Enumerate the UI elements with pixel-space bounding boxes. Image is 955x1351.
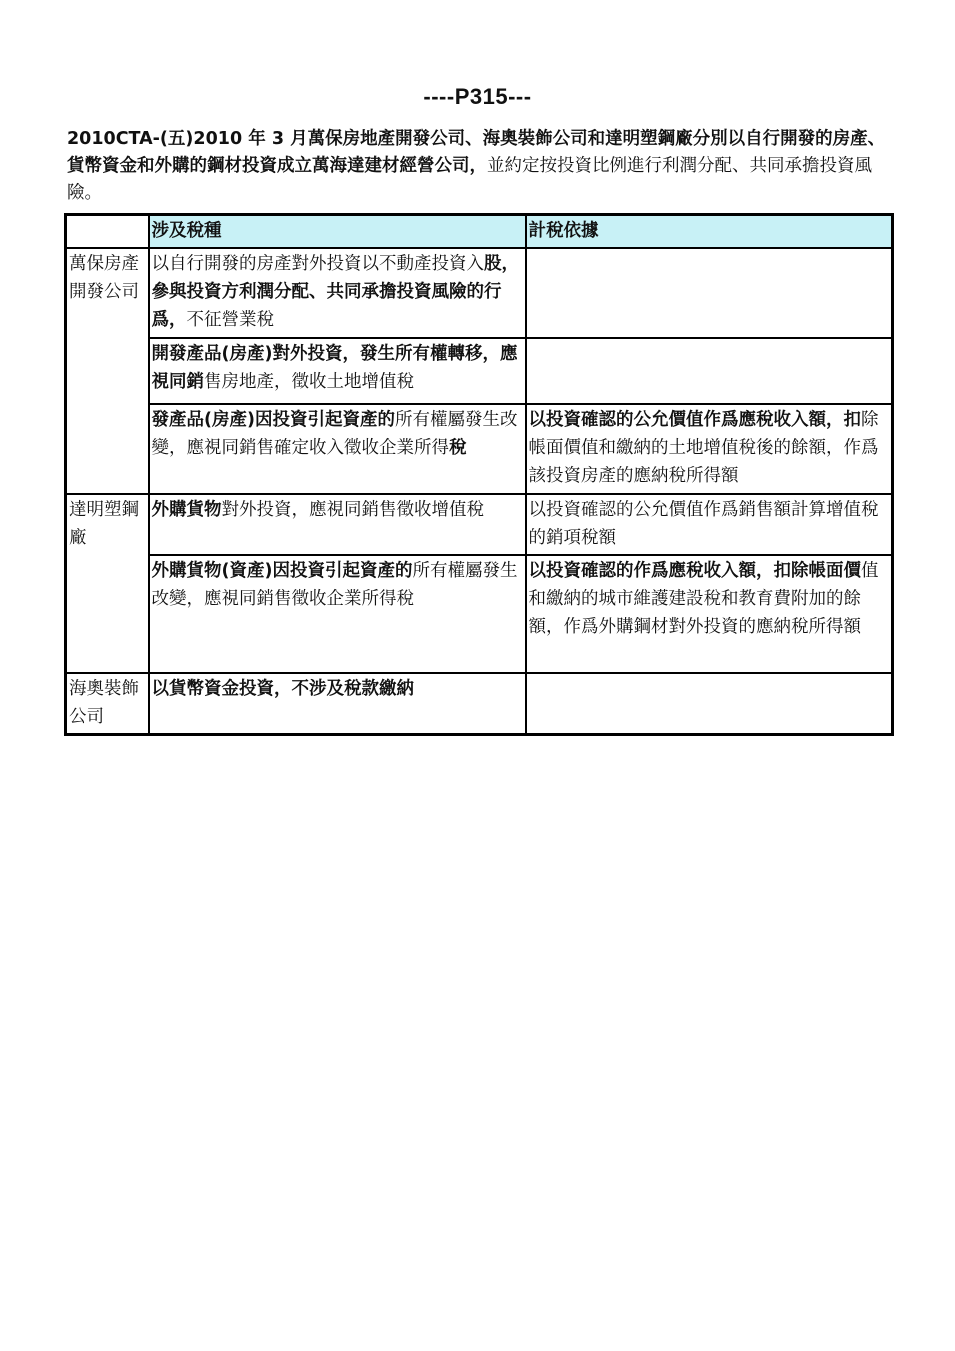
tax-text-a: 外購貨物 [151, 500, 222, 520]
tax-text-c: 不征營業稅 [186, 310, 274, 330]
tax-text-b: 股，參與投資方利潤分配、共同承擔投資風險的行爲， [151, 254, 519, 330]
entity-cell: 萬保房產開發公司 [66, 248, 149, 494]
tax-type-cell [149, 338, 526, 404]
tax-table [64, 213, 894, 736]
entity-cell: 海奧裝飾公司 [66, 673, 149, 735]
tax-text-a: 發產品(房產)因投資引起資產的 [151, 410, 395, 430]
tax-type-cell [149, 248, 526, 338]
intro-light-text: 並約定按投資比例進行利潤分配、共同承擔投資風險。 [67, 156, 872, 203]
table-row [66, 404, 893, 494]
tax-basis-cell [526, 338, 893, 404]
tax-text-c: 售房地產，徵收土地增值稅 [204, 372, 414, 392]
header-entity-cell [66, 215, 149, 249]
tax-basis-cell [526, 248, 893, 338]
basis-text-a: 以投資確認的作爲應稅收入額，扣除帳面價 [528, 561, 861, 581]
tax-type-cell [149, 555, 526, 673]
basis-text-a: 以投資確認的公允價值作爲銷售額計算增 [528, 500, 844, 520]
table-row [66, 673, 893, 735]
entity-cell: 達明塑鋼廠 [66, 494, 149, 673]
tax-basis-cell [526, 494, 893, 555]
table-row [66, 494, 893, 555]
tax-text-b: 應視同銷 [151, 344, 518, 392]
page-header: ----P315--- [423, 84, 532, 109]
table-header-row [66, 215, 893, 249]
intro-paragraph [67, 126, 892, 207]
header-tax-basis: 計稅依據 [526, 215, 893, 249]
tax-type-cell [149, 673, 526, 735]
header-tax-type: 涉及稅種 [149, 215, 526, 249]
tax-type-cell [149, 404, 526, 494]
table-row [66, 338, 893, 404]
tax-text-b: 對外投資，應視同銷售徵收增值稅 [221, 500, 484, 520]
basis-text-b: 值和繳納的城市維護建設稅和教育費附加的餘額，作爲外購鋼材對外投資的應納稅所得額 [528, 561, 879, 637]
tax-text-c: 稅 [449, 438, 467, 458]
tax-text-a: 以貨幣資金投資，不涉及稅款繳納 [151, 679, 414, 699]
tax-text-b: 所有權屬發生改變，應視同銷售徵收企業所得稅 [151, 561, 518, 609]
tax-basis-cell [526, 555, 893, 673]
tax-type-cell [149, 494, 526, 555]
tax-text-a: 開發產品(房產)對外投資，發生所有權轉移， [151, 344, 500, 364]
intro-bold-text: 2010CTA-(五)2010 年 3 月萬保房地產開發公司、海奧裝飾公司和達明塑鋼廠分別以自行開發的房產、貨幣資金和外購的鋼材投資成立萬海達建材經營公司， [67, 129, 886, 176]
table-row [66, 555, 893, 673]
basis-text-b: 值稅的銷項稅額 [528, 500, 879, 548]
tax-text-b: 所有權屬發生改變，應視同銷售確定收入徵收企業所得 [151, 410, 518, 458]
tax-basis-cell [526, 673, 893, 735]
tax-text-a: 以自行開發的房產對外投資以不動產投資入 [151, 254, 484, 274]
tax-text-a: 外購貨物(資產)因投資引起資產的 [151, 561, 413, 581]
tax-basis-cell [526, 404, 893, 494]
basis-text-b: 除帳面價值和繳納的土地增值稅後的餘額，作爲該投資房產的應納稅所得額 [528, 410, 879, 486]
table-row [66, 248, 893, 338]
basis-text-a: 以投資確認的公允價值作爲應稅收入額，扣 [528, 410, 861, 430]
